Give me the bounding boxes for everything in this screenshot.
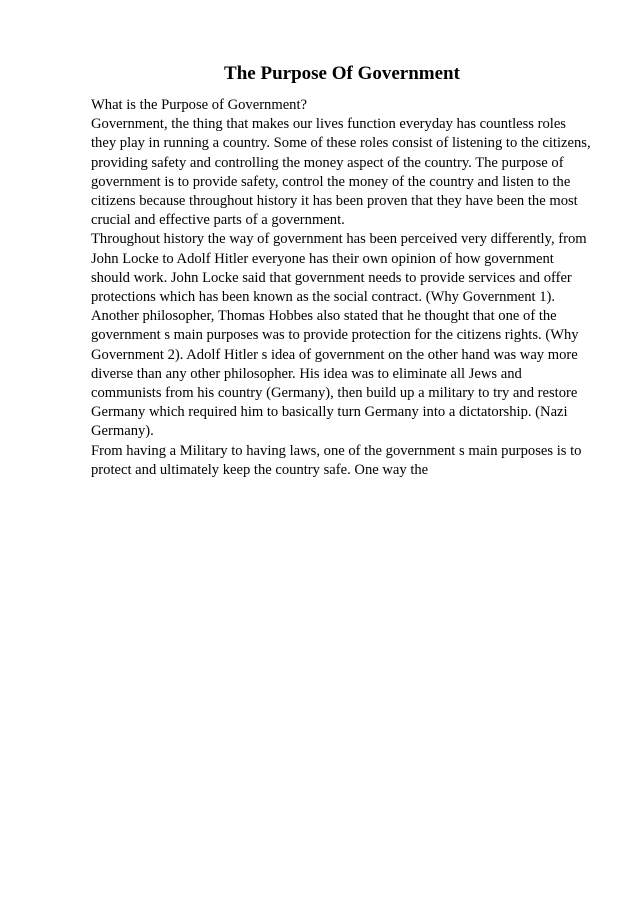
body-line: government s main purposes was to provide protection for the citizens rights. (Why [91, 327, 579, 344]
body-line: Another philosopher, Thomas Hobbes also stated that he thought that one of the [91, 308, 557, 325]
body-line: Germany which required him to basically turn Germany into a dictatorship. (Nazi [91, 404, 568, 421]
body-line: citizens because throughout history it has been proven that they have been the most [91, 193, 578, 210]
body-line: protections which has been known as the social contract. (Why Government 1). [91, 289, 556, 306]
body-line: diverse than any other philosopher. His idea was to eliminate all Jews and [91, 365, 522, 382]
body-line: Government, the thing that makes our lives function everyday has countless roles [91, 116, 566, 133]
body-line: Government 2). Adolf Hitler s idea of government on the other hand was way more [91, 346, 578, 363]
body-line: Germany). [91, 423, 154, 440]
body-line: providing safety and controlling the money aspect of the country. The purpose of [91, 154, 564, 171]
body-line: Throughout history the way of government has been perceived very differently, from [91, 231, 587, 248]
body-line: crucial and effective parts of a government. [91, 212, 345, 229]
body-line: John Locke to Adolf Hitler everyone has their own opinion of how government [91, 250, 554, 267]
body-line: should work. John Locke said that government needs to provide services and offer [91, 269, 572, 286]
document-title: The Purpose Of Government [224, 63, 460, 84]
body-line: they play in running a country. Some of these roles consist of listening to the citizens, [91, 135, 591, 152]
body-line: government is to provide safety, control the money of the country and listen to the [91, 173, 571, 190]
body-line: protect and ultimately keep the country safe. One way the [91, 461, 429, 478]
body-line: communists from his country (Germany), then build up a military to try and restore [91, 385, 578, 402]
document-body [91, 96, 591, 480]
body-line: What is the Purpose of Government? [91, 97, 308, 113]
body-line: From having a Military to having laws, one of the government s main purposes is to [91, 442, 582, 459]
